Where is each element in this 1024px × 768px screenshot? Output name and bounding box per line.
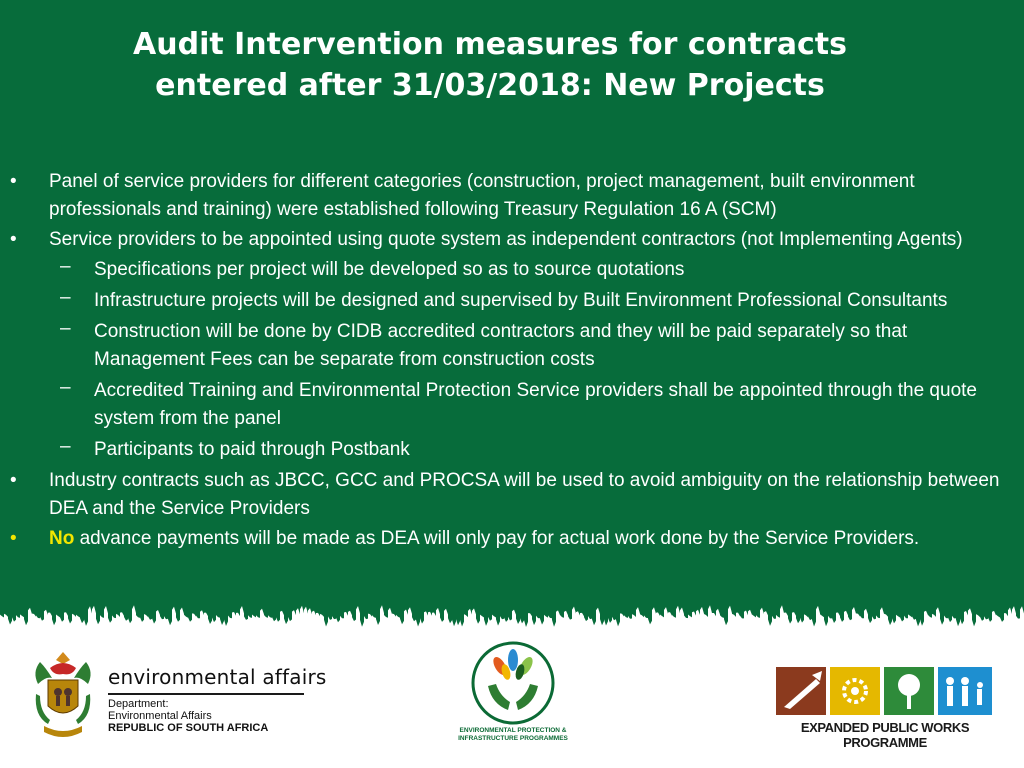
epip-caption — [456, 727, 570, 743]
slide-content — [0, 168, 1024, 555]
epip-line-2: INFRASTRUCTURE PROGRAMMES — [458, 735, 568, 742]
sub-bullet-1 — [0, 256, 1024, 284]
sub-bullet-marker: – — [60, 287, 71, 308]
dea-country: REPUBLIC OF SOUTH AFRICA — [108, 722, 269, 734]
dea-name: environmental affairs — [108, 665, 327, 689]
coat-of-arms-logo — [28, 650, 98, 742]
title-line-2: entered after 31/03/2018: New Projects — [155, 68, 825, 103]
sub-bullet-marker: – — [60, 256, 71, 277]
bullet-marker: • — [10, 470, 17, 491]
sub-bullet-4 — [0, 377, 1024, 433]
dea-dept-label: Department: — [108, 698, 169, 710]
bullet-4 — [0, 525, 1024, 553]
bullet-1 — [0, 168, 1024, 224]
slide-title — [60, 24, 920, 106]
bullet-2 — [0, 226, 1024, 254]
sub-bullet-marker: – — [60, 377, 71, 398]
sub-bullet-marker: – — [60, 436, 71, 457]
title-line-1: Audit Intervention measures for contracts — [133, 27, 847, 62]
epip-line-1: ENVIRONMENTAL PROTECTION & — [459, 727, 567, 734]
highlight-no: No — [49, 528, 75, 549]
sub-bullet-text: Participants to paid through Postbank — [94, 439, 410, 460]
sub-bullet-2 — [0, 287, 1024, 315]
bullet-marker: • — [10, 171, 17, 192]
bullet-text: Panel of service providers for different categories (construction, project management, built environment professionals and training) were established following Treasury Regulation 16 A (SCM) — [49, 171, 915, 220]
sub-bullet-5 — [0, 436, 1024, 464]
sub-bullet-text: Accredited Training and Environmental Protection Service providers shall be appointed through the quote system from the panel — [94, 380, 977, 429]
dea-dept-name: Environmental Affairs — [108, 710, 212, 722]
epwp-logo — [776, 667, 992, 715]
epip-logo — [470, 640, 556, 726]
bullet-text: Service providers to be appointed using quote system as independent contractors (not Implementing Agents) — [49, 229, 963, 250]
sub-bullet-3 — [0, 318, 1024, 374]
bullet-text: advance payments will be made as DEA will only pay for actual work done by the Service Providers. — [74, 528, 920, 549]
sub-bullet-text: Specifications per project will be developed so as to source quotations — [94, 259, 685, 280]
bullet-text: Industry contracts such as JBCC, GCC and PROCSA will be used to avoid ambiguity on the relationship between DEA and the Service Providers — [49, 470, 1000, 519]
bullet-marker: • — [10, 528, 17, 549]
sub-bullet-marker: – — [60, 318, 71, 339]
dea-subtitle — [108, 698, 268, 734]
dea-divider — [108, 693, 304, 695]
bullet-3 — [0, 467, 1024, 523]
epwp-caption: EXPANDED PUBLIC WORKS PROGRAMME — [800, 720, 970, 750]
sub-bullet-text: Infrastructure projects will be designed and supervised by Built Environment Professional Consultants — [94, 290, 948, 311]
sub-bullet-text: Construction will be done by CIDB accredited contractors and they will be paid separately so that Management Fees can be separate from construction costs — [94, 321, 908, 370]
bullet-marker: • — [10, 229, 17, 250]
